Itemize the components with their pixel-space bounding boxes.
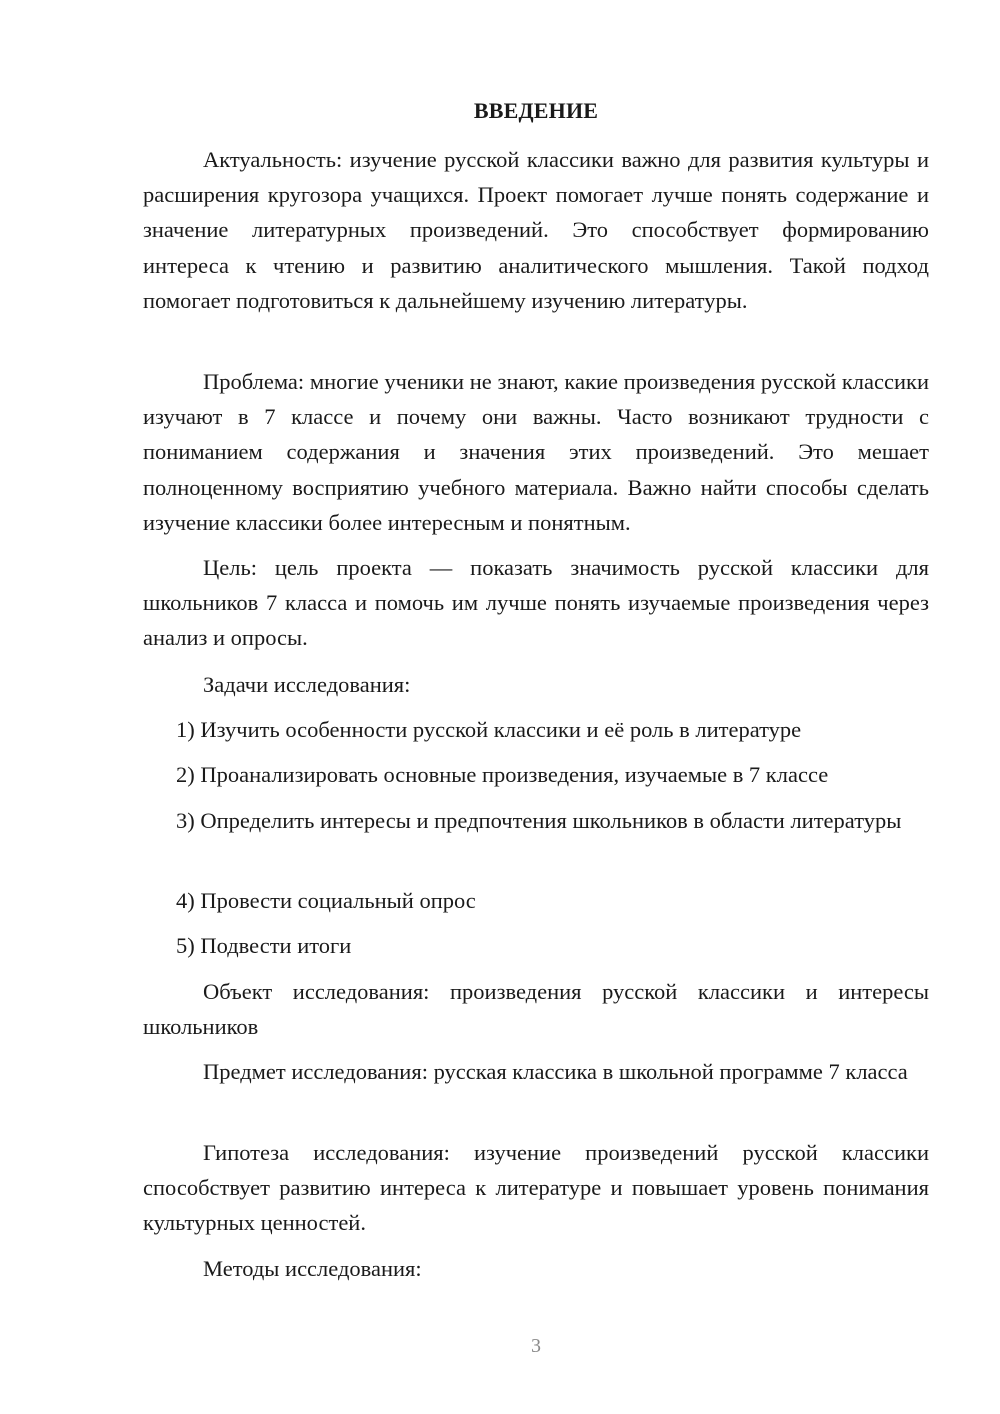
methods-heading: Методы исследования: xyxy=(203,1256,422,1281)
subject-paragraph: Предмет исследования: русская классика в школьной программе 7 класса xyxy=(203,1059,908,1084)
task-item-5: 5) Подвести итоги xyxy=(176,933,352,958)
task-item-2: 2) Проанализировать основные произведения, изучаемые в 7 классе xyxy=(176,762,829,787)
problem-paragraph: Проблема: многие ученики не знают, какие произведения русской классики изучают в 7 классе и почему они важны. Часто возникают трудности с пониманием содержания и значения этих произведений. Это мешает полноценному восприятию учебного материала. Важно найти способы сделать изучение классики более интересным и понятным. xyxy=(143,369,929,535)
goal-paragraph: Цель: цель проекта — показать значимость русской классики для школьников 7 класса и помочь им лучше понять изучаемые произведения через анализ и опросы. xyxy=(143,555,929,651)
page-number: 3 xyxy=(531,1335,541,1357)
task-item-3: 3) Определить интересы и предпочтения школьников в области литературы xyxy=(176,808,902,833)
object-paragraph: Объект исследования: произведения русской классики и интересы школьников xyxy=(143,979,929,1040)
relevance-paragraph: Актуальность: изучение русской классики важно для развития культуры и расширения кругозора учащихся. Проект помогает лучше понять содержание и значение литературных произведений. Это способствует формированию интереса к чтению и развитию аналитического мышления. Такой подход помогает подготовиться к дальнейшему изучению литературы. xyxy=(143,147,929,313)
task-item-1: 1) Изучить особенности русской классики и её роль в литературе xyxy=(176,717,802,742)
page-title: ВВЕДЕНИЕ xyxy=(473,98,599,123)
hypothesis-paragraph: Гипотеза исследования: изучение произведений русской классики способствует развитию интереса к литературе и повышает уровень понимания культурных ценностей. xyxy=(143,1140,929,1236)
task-item-4: 4) Провести социальный опрос xyxy=(176,888,476,913)
tasks-heading: Задачи исследования: xyxy=(203,672,411,697)
